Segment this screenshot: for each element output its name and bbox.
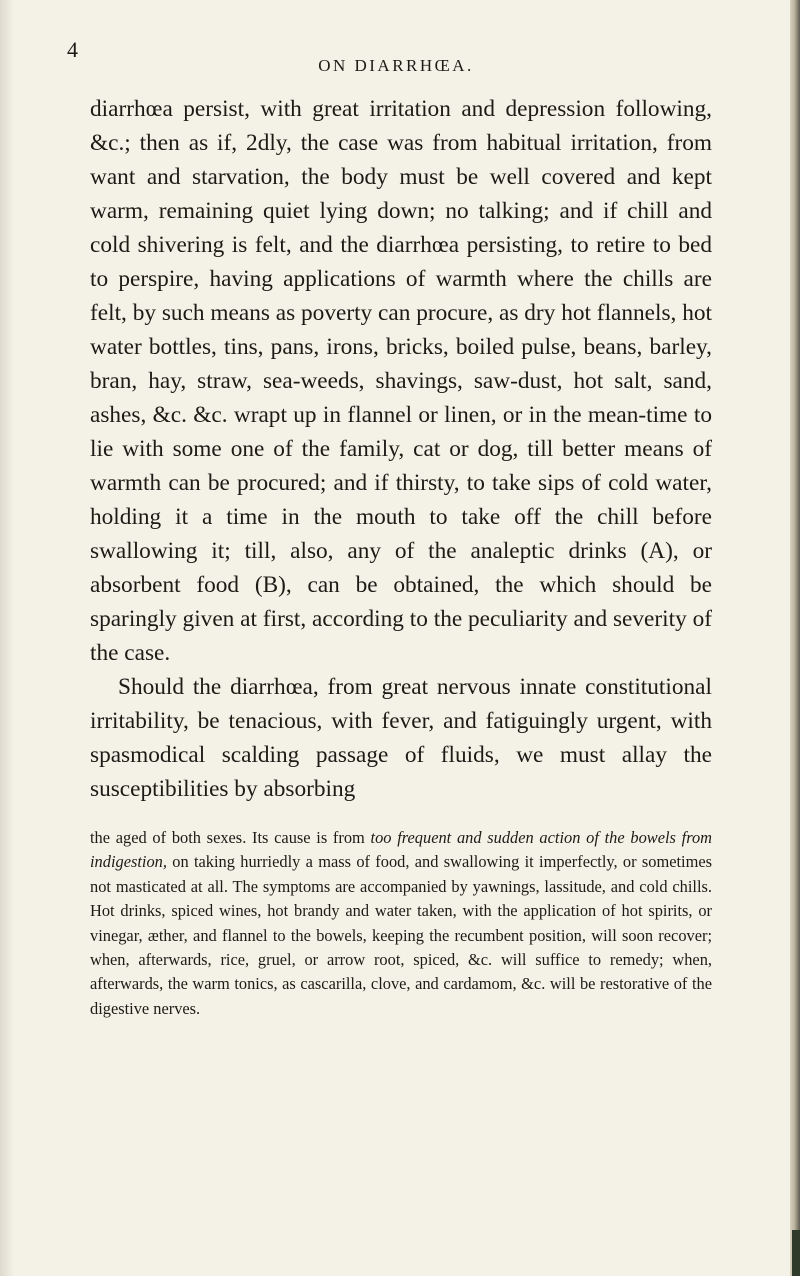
footnote-text: on taking hurriedly a mass of food, and swallowing it imperfectly, or sometimes not masticated at all. The symptoms are accompanied by yawnings, lassitude, and cold chills. Hot drinks, spiced wines, hot brandy and water taken, with the application of hot spirits, or vinegar, æther, and flannel to the bowels, keeping the recumbent position, will soon recover; when, afterwards, rice, gruel, or arrow root, spiced, &c. will suffice to remedy; when, afterwards, the warm tonics, as cascarilla, clove, and cardamom, &c. will be restorative of the digestive nerves.	[90, 852, 712, 1018]
page-gutter-shadow	[0, 0, 14, 1276]
footnote	[90, 826, 712, 1021]
running-head: ON DIARRHŒA.	[318, 56, 474, 75]
main-text	[90, 92, 712, 806]
footnote-text: the aged of both sexes. Its cause is from	[90, 828, 371, 847]
paragraph: diarrhœa persist, with great irritation and depression following, &c.; then as if, 2dly, the case was from habitual irritation, from want and starvation, the body must be well covered and kept warm, remaining quiet lying down; no talking; and if chill and cold shivering is felt, and the diarrhœa persisting, to retire to bed to perspire, having applications of warmth where the chills are felt, by such means as poverty can procure, as dry hot flannels, hot water bottles, tins, pans, irons, bricks, boiled pulse, beans, barley, bran, hay, straw, sea-weeds, shavings, saw-dust, hot salt, sand, ashes, &c. &c. wrapt up in flannel or linen, or in the mean-time to lie with some one of the family, cat or dog, till better means of warmth can be procured; and if thirsty, to take sips of cold water, holding it a time in the mouth to take off the chill before swallowing it; till, also, any of the analeptic drinks (A), or absorbent food (B), can be obtained, the which should be sparingly given at first, according to the peculiarity and severity of the case.	[90, 96, 712, 666]
footnote-italic-text: too frequent and sudden action of the bowels from indigestion,	[90, 828, 712, 872]
binding-edge	[792, 1230, 800, 1276]
paragraph: Should the diarrhœa, from great nervous innate constitutional irritability, be tenacious, with fever, and fatiguingly urgent, with spasmodical scalding passage of fluids, we must allay the susceptibilities by absorbing	[90, 674, 712, 802]
page-number: 4	[67, 37, 78, 62]
page-edge	[790, 0, 800, 1276]
